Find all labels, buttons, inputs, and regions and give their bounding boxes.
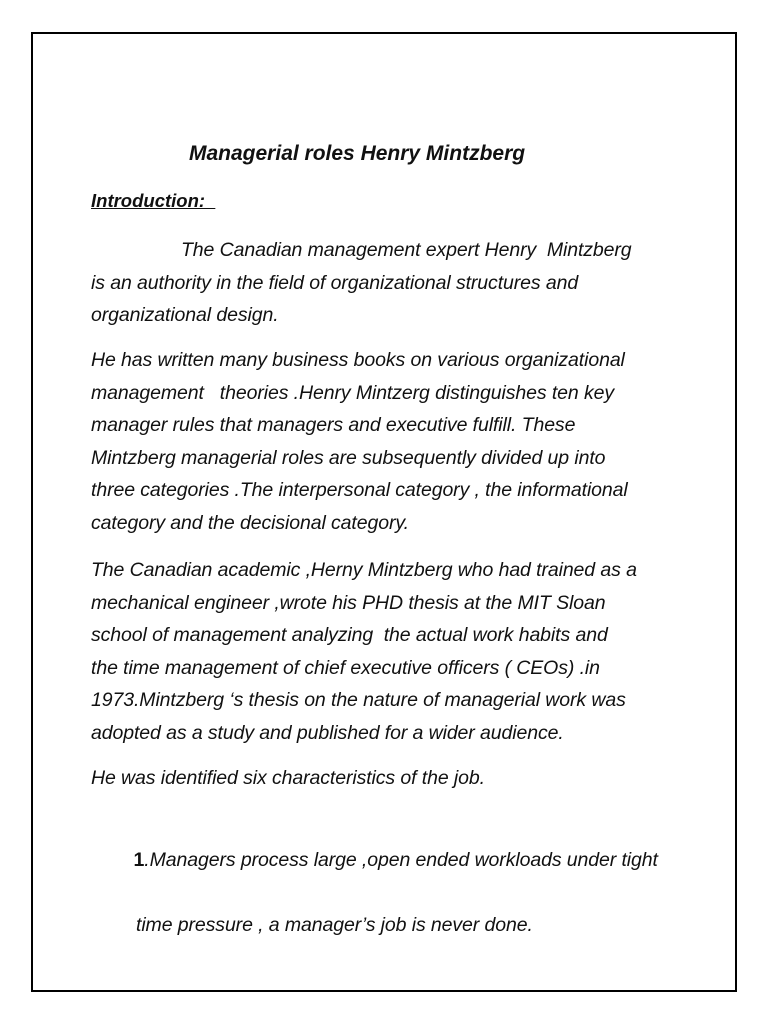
paragraph-line: management theories .Henry Mintzerg distinguishes ten key [91,381,615,404]
paragraph-line: mechanical engineer ,wrote his PHD thesis at the MIT Sloan [91,591,606,614]
list-item [91,811,711,941]
list-item-text: .Managers process large ,open ended workloads under tight [144,848,658,871]
paragraph-line: organizational design. [91,304,279,326]
paragraph-line: category and the decisional category. [91,511,409,534]
page-frame [31,32,737,992]
paragraph-3 [91,554,691,749]
paragraph-line: He was identified six characteristics of the job. [91,767,485,789]
paragraph-line: the time management of chief executive officers ( CEOs) .in [91,656,600,679]
paragraph-line: The Canadian academic ,Herny Mintzberg who had trained as a [91,559,637,581]
paragraph-line: 1973.Mintzberg ‘s thesis on the nature of managerial work was [91,689,626,711]
document-title: Managerial roles Henry Mintzberg [189,142,526,165]
paragraph-line: is an authority in the field of organizational structures and [91,271,579,294]
paragraph-line: Mintzberg managerial roles are subsequently divided up into [91,446,606,469]
paragraph-1 [91,234,691,332]
paragraph-2 [91,344,691,539]
list-item-continuation: time pressure , a manager’s job is never done. [136,913,533,936]
paragraph-line: manager rules that managers and executive fulfill. These [91,414,576,436]
paragraph-line: adopted as a study and published for a wider audience. [91,721,564,744]
intro-heading: Introduction: [91,190,216,211]
paragraph-4 [91,762,691,795]
paragraph-line: He has written many business books on various organizational [91,349,625,371]
list-number: 1 [133,848,145,871]
paragraph-line: school of management analyzing the actual work habits and [91,624,608,646]
paragraph-line: three categories .The interpersonal category , the informational [91,479,628,501]
paragraph-line: The Canadian management expert Henry Mintzberg [181,239,632,261]
